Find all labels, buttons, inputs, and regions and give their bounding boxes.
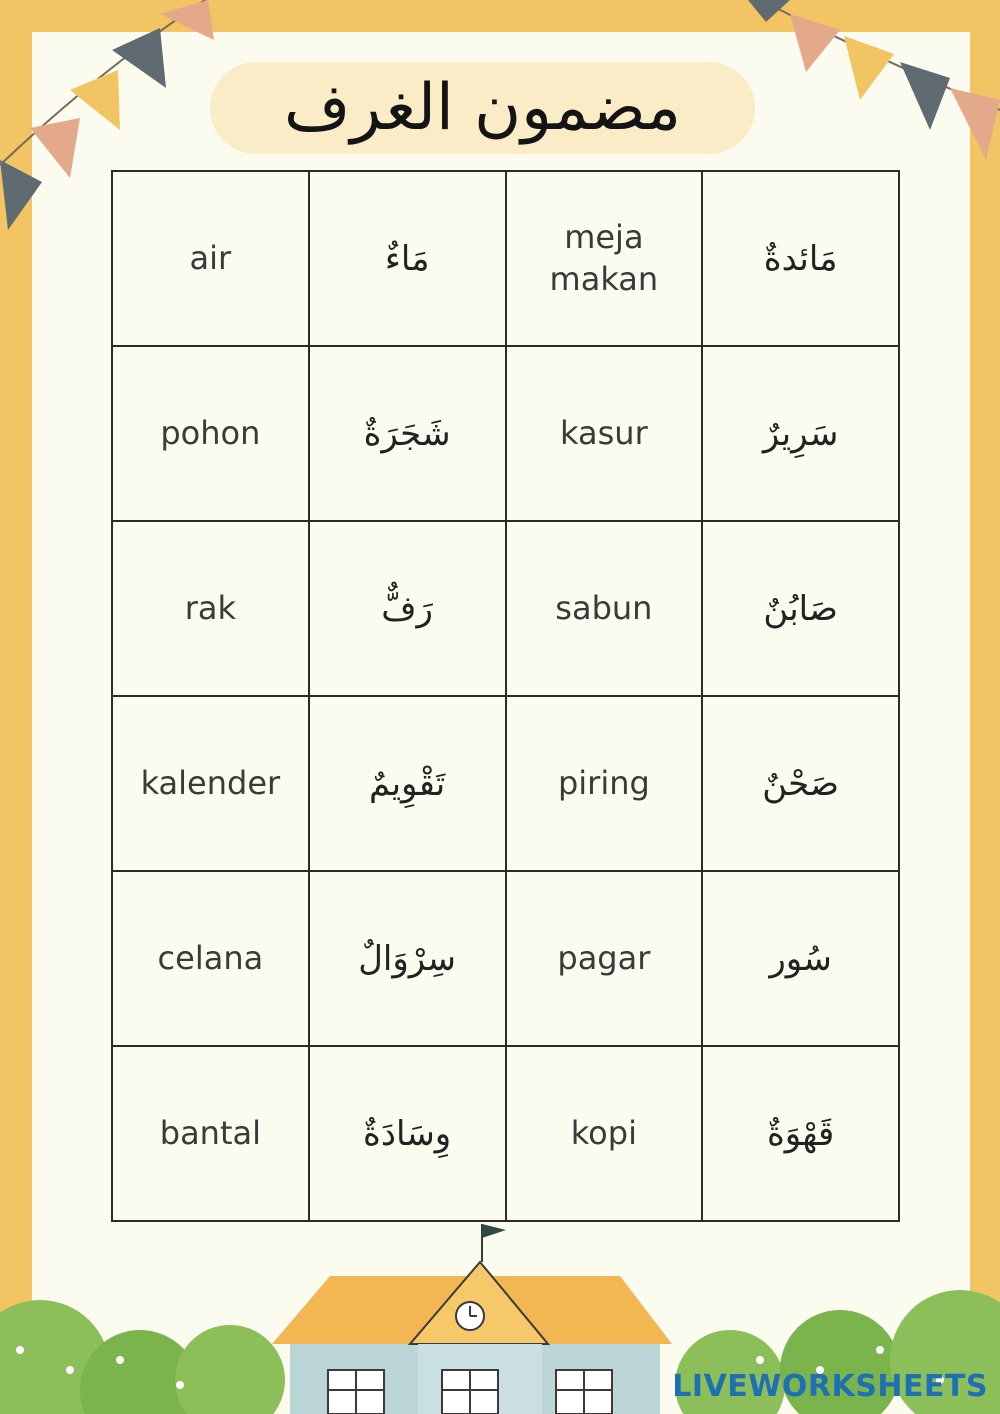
table-cell[interactable] [309,696,506,871]
arabic-word: مَائدةٌ [763,238,838,279]
indonesian-word: kasur [560,413,648,452]
indonesian-word: air [189,238,232,277]
table-cell[interactable] [309,521,506,696]
table-row [112,521,899,696]
table-cell[interactable] [112,171,309,346]
table-cell[interactable] [702,871,899,1046]
table-cell[interactable] [112,1046,309,1221]
table-cell[interactable] [309,871,506,1046]
table-row [112,696,899,871]
indonesian-word: kopi [570,1113,637,1152]
table-cell[interactable] [112,346,309,521]
table-row [112,346,899,521]
indonesian-word: piring [557,763,650,802]
indonesian-word: bantal [159,1113,261,1152]
table-cell[interactable] [506,696,703,871]
table-row [112,1046,899,1221]
indonesian-word: rak [184,588,237,627]
table-cell[interactable] [506,1046,703,1221]
indonesian-word: kalender [140,763,281,802]
table-cell[interactable] [112,521,309,696]
arabic-word: شَجَرَةٌ [363,413,451,454]
table-row [112,171,899,346]
page-title: مضمون الغرف [284,71,681,145]
arabic-word: وِسَادَةٌ [363,1113,452,1154]
indonesian-word: meja makan [549,217,659,298]
title-banner [210,62,755,154]
table-cell[interactable] [506,871,703,1046]
table-cell[interactable] [506,521,703,696]
arabic-word: تَقْوِيمٌ [368,763,446,804]
table-cell[interactable] [309,346,506,521]
table-cell[interactable] [702,171,899,346]
arabic-word: سَرِيرٌ [762,413,839,454]
table-cell[interactable] [702,346,899,521]
arabic-word: رَفٌّ [381,588,433,629]
table-cell[interactable] [309,1046,506,1221]
table-cell[interactable] [702,521,899,696]
table-cell[interactable] [309,171,506,346]
liveworksheets-logo: LIVEWORKSHEETS [672,1369,988,1404]
arabic-word: سِرْوَالٌ [358,938,457,979]
indonesian-word: pagar [557,938,651,977]
arabic-word: مَاءٌ [384,238,430,279]
table-cell[interactable] [506,171,703,346]
arabic-word: سُور [769,938,832,979]
indonesian-word: pohon [160,413,261,452]
table-cell[interactable] [702,696,899,871]
table-cell[interactable] [702,1046,899,1221]
table-cell[interactable] [112,696,309,871]
table-row [112,871,899,1046]
arabic-word: صَابُنٌ [763,588,838,629]
table-cell[interactable] [506,346,703,521]
arabic-word: صَحْنٌ [762,763,839,804]
arabic-word: قَهْوَةٌ [766,1113,835,1154]
table-cell[interactable] [112,871,309,1046]
indonesian-word: celana [157,938,264,977]
indonesian-word: sabun [555,588,653,627]
vocabulary-table [111,170,900,1222]
